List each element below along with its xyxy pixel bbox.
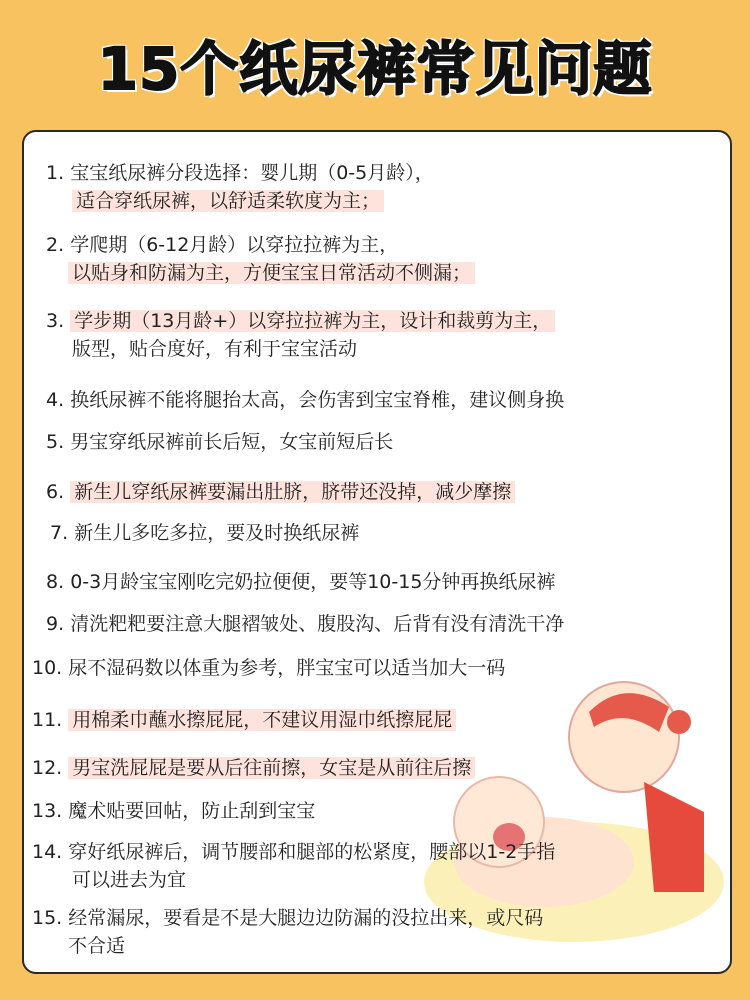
item-text: 新生儿穿纸尿裤要漏出肚脐，脐带还没掉，减少摩擦	[70, 481, 515, 503]
item-text: 适合穿纸尿裤，以舒适柔软度为主；	[72, 190, 384, 212]
list-item	[50, 519, 359, 547]
item-text: 新生儿多吃多拉，要及时换纸尿裤	[74, 522, 360, 544]
item-number: 7.	[50, 522, 69, 544]
list-item	[46, 610, 564, 638]
item-number: 9.	[46, 613, 65, 635]
list-item	[32, 797, 315, 825]
item-number: 3.	[46, 310, 65, 332]
item-number: 14.	[32, 841, 63, 863]
item-number: 10.	[32, 657, 63, 679]
list-item	[46, 159, 434, 215]
item-text: 学爬期（6-12月龄）以穿拉拉裤为主，	[70, 234, 399, 256]
page-title: 15个纸尿裤常见问题	[97, 35, 653, 103]
list-item	[32, 654, 505, 682]
list-item	[46, 428, 393, 456]
item-number: 4.	[46, 389, 65, 411]
list-item	[32, 904, 543, 960]
list-item	[32, 754, 475, 782]
item-number: 5.	[46, 431, 65, 453]
item-text: 用棉柔巾蘸水擦屁屁，不建议用湿巾纸擦屁屁	[68, 709, 456, 731]
item-number: 6.	[46, 481, 65, 503]
list-item	[32, 838, 555, 894]
item-text: 不合适	[68, 935, 126, 957]
item-number: 15.	[32, 907, 63, 929]
item-text: 经常漏尿，要看是不是大腿边边防漏的没拉出来，或尺码	[68, 907, 544, 929]
item-text: 宝宝纸尿裤分段选择：婴儿期（0-5月龄），	[70, 162, 434, 184]
item-number: 1.	[46, 162, 65, 184]
item-text: 尿不湿码数以体重为参考，胖宝宝可以适当加大一码	[68, 657, 506, 679]
list-item	[46, 231, 475, 287]
item-text: 版型，贴合度好，有利于宝宝活动	[72, 338, 358, 360]
list-item	[46, 568, 555, 596]
item-number: 13.	[32, 800, 63, 822]
item-text: 可以进去为宜	[72, 869, 187, 891]
item-text: 男宝穿纸尿裤前长后短，女宝前短后长	[70, 431, 394, 453]
list-item	[46, 478, 515, 506]
list-item	[46, 307, 555, 363]
item-text: 男宝洗屁屁是要从后往前擦，女宝是从前往后擦	[68, 757, 475, 779]
item-text: 换纸尿裤不能将腿抬太高，会伤害到宝宝脊椎，建议侧身换	[70, 389, 565, 411]
item-text: 学步期（13月龄+）以穿拉拉裤为主，设计和裁剪为主，	[70, 310, 555, 332]
item-text: 魔术贴要回帖，防止刮到宝宝	[68, 800, 316, 822]
item-number: 11.	[32, 709, 63, 731]
content-card	[22, 130, 732, 974]
list-item	[46, 386, 564, 414]
item-number: 2.	[46, 234, 65, 256]
item-text: 0-3月龄宝宝刚吃完奶拉便便，要等10-15分钟再换纸尿裤	[70, 571, 556, 593]
item-text: 清洗粑粑要注意大腿褶皱处、腹股沟、后背有没有清洗干净	[70, 613, 565, 635]
item-number: 8.	[46, 571, 65, 593]
list-item	[32, 706, 456, 734]
item-text: 穿好纸尿裤后，调节腰部和腿部的松紧度，腰部以1-2手指	[68, 841, 556, 863]
item-number: 12.	[32, 757, 63, 779]
item-text: 以贴身和防漏为主，方便宝宝日常活动不侧漏；	[68, 262, 475, 284]
